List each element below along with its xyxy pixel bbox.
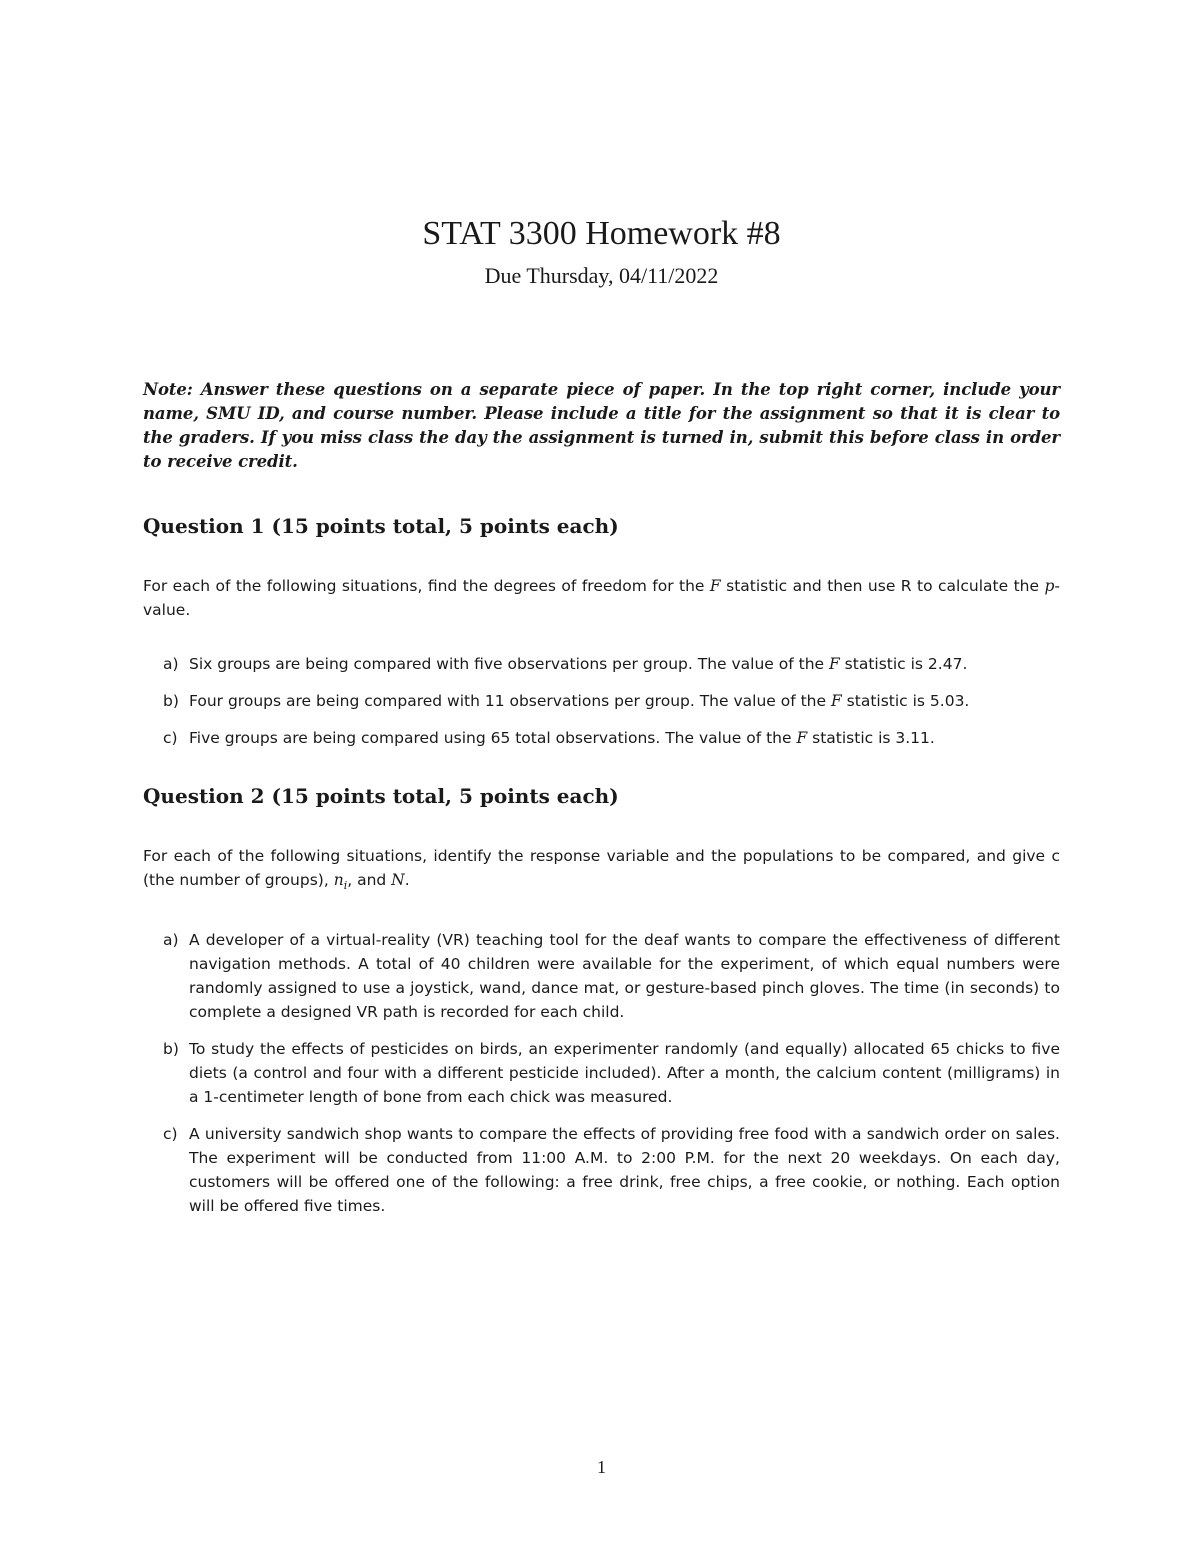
n-symbol: n <box>333 871 344 889</box>
item-text: Six groups are being compared with five observations per group. The value of the <box>189 655 829 673</box>
due-date: Due Thursday, 04/11/2022 <box>484 263 719 288</box>
item-label: b) <box>163 692 179 710</box>
item-text: A developer of a virtual-reality (VR) teaching tool for the deaf wants to compare the effectiveness of different navigation methods. A total of 40 children were available for the experiment, of which equal numbers were randomly assigned to use a joystick, wand, dance mat, or gesture-based pinch gloves. The time (in seconds) to complete a designed VR path is recorded for each child. <box>189 931 1060 1022</box>
question-1-items <box>143 652 1060 750</box>
question-2-item-a <box>143 928 1060 1024</box>
intro-text: , and <box>347 871 392 889</box>
n-i-symbol <box>333 871 348 893</box>
item-label: b) <box>163 1040 179 1059</box>
intro-text: -value. <box>143 577 1060 619</box>
instructions-note: Note: Answer these questions on a separate piece of paper. In the top right corner, include your name, SMU ID, and course number. Please include a title for the assignment so that it is clear to the graders. If you miss class the day the assignment is turned in, submit this before class in order to receive credit. <box>143 380 1060 471</box>
f-symbol: F <box>796 729 808 747</box>
item-label: a) <box>163 655 179 673</box>
item-text: statistic is 5.03. <box>841 692 970 710</box>
item-label: a) <box>163 931 179 950</box>
question-1-item-a <box>143 652 1060 676</box>
question-2-section <box>143 782 1060 1218</box>
f-symbol: F <box>830 692 842 710</box>
item-text: statistic is 2.47. <box>839 655 968 673</box>
question-2-item-c <box>143 1122 1060 1218</box>
document-page <box>143 0 1060 1553</box>
intro-text: . <box>404 871 410 889</box>
item-text: Five groups are being compared using 65 total observations. The value of the <box>189 729 797 747</box>
page-title: STAT 3300 Homework #8 <box>422 215 781 252</box>
question-1-item-c <box>143 726 1060 750</box>
question-2-items <box>143 928 1060 1218</box>
question-1-section <box>143 512 1060 750</box>
question-2-intro <box>143 844 1060 898</box>
question-1-intro <box>143 574 1060 622</box>
intro-text: For each of the following situations, identify the response variable and the populations to be compared, and give c (the number of groups), <box>143 847 1060 889</box>
f-symbol: F <box>828 655 840 673</box>
capital-n-symbol: N <box>391 871 405 889</box>
item-text: A university sandwich shop wants to compare the effects of providing free food with a sandwich order on sales. The experiment will be conducted from 11:00 A.M. to 2:00 P.M. for the next 20 weekdays. On each day, customers will be offered one of the following: a free drink, free chips, a free cookie, or nothing. Each option will be offered five times. <box>189 1125 1060 1216</box>
question-1-item-b <box>143 689 1060 713</box>
page-number: 1 <box>597 1457 606 1477</box>
p-symbol: p <box>1044 577 1055 595</box>
intro-text: statistic and then use R to calculate the <box>720 577 1045 595</box>
item-text: Four groups are being compared with 11 observations per group. The value of the <box>189 692 831 710</box>
question-2-item-b <box>143 1037 1060 1109</box>
item-label: c) <box>163 1125 178 1144</box>
f-symbol: F <box>709 577 721 595</box>
i-subscript: i <box>343 879 348 893</box>
question-2-heading: Question 2 (15 points total, 5 points each) <box>143 784 619 808</box>
item-label: c) <box>163 729 178 747</box>
intro-text: For each of the following situations, find the degrees of freedom for the <box>143 577 710 595</box>
question-1-heading: Question 1 (15 points total, 5 points each) <box>143 514 619 538</box>
item-text: To study the effects of pesticides on birds, an experimenter randomly (and equally) allocated 65 chicks to five diets (a control and four with a different pesticide included). After a month, the calcium content (milligrams) in a 1-centimeter length of bone from each chick was measured. <box>189 1040 1060 1107</box>
item-text: statistic is 3.11. <box>807 729 935 747</box>
